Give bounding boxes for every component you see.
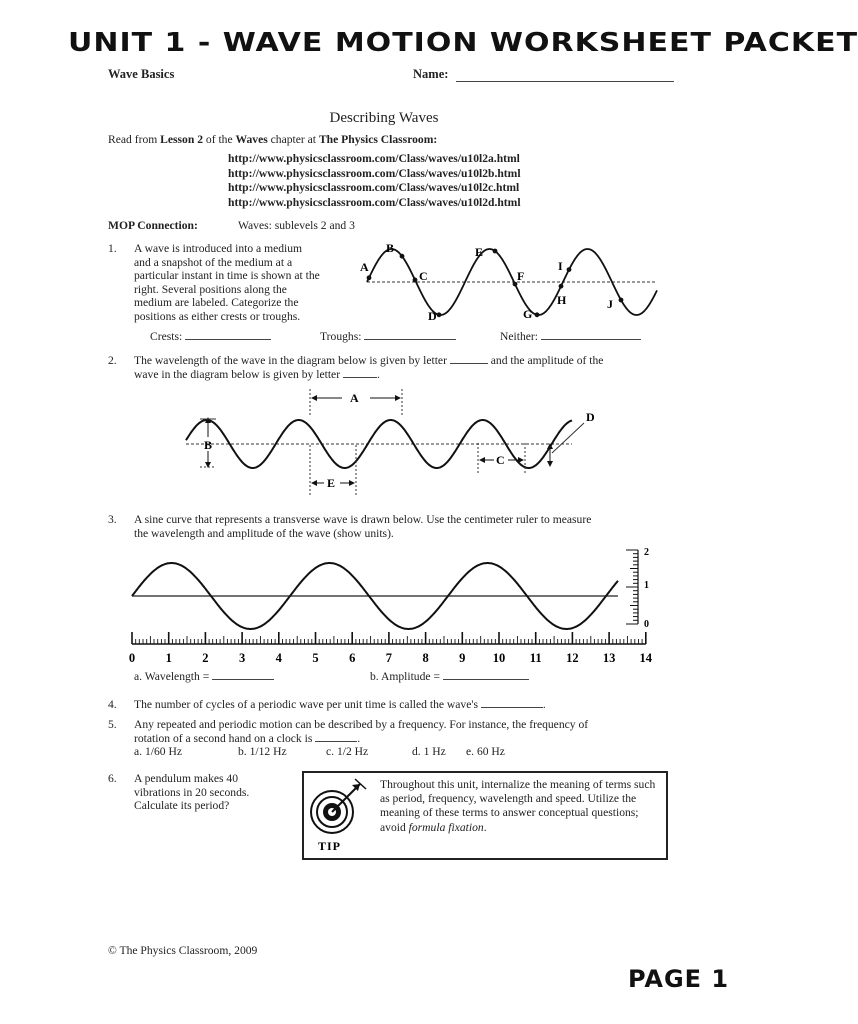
q1-point-g: G: [523, 307, 533, 321]
q4-number: 4.: [108, 698, 117, 711]
q1-point-f: F: [517, 269, 525, 283]
q1-number: 1.: [108, 242, 117, 255]
page-label: PAGE 1: [628, 965, 730, 993]
q1-marked-point: [413, 278, 418, 283]
q1-point-d: D: [428, 309, 437, 323]
tip-text: Throughout this unit, internalize the meaning of terms such as period, frequency, wavelength and speed. Utilize the meaning of these terms to answer conceptual questions; avoid formula fixation.: [380, 778, 656, 834]
q1-marked-point: [559, 284, 564, 289]
tip-label: TIP: [318, 839, 342, 853]
q1-marked-point: [619, 298, 624, 303]
vruler-label-2: 2: [644, 547, 649, 558]
q1-marked-point: [535, 312, 540, 317]
q2-number: 2.: [108, 354, 117, 367]
q5-text: Any repeated and periodic motion can be described by a frequency. For instance, the frequency of rotation of a second hand on a clock is .: [134, 718, 589, 745]
ruler-label: 3: [238, 651, 246, 665]
q3-text: A sine curve that represents a transverse wave is drawn below. Use the centimeter ruler to measure the wavelength and amplitude of the wave (show units).: [134, 513, 592, 540]
q1-marked-point: [400, 254, 405, 259]
q3-wave-and-rulers: [120, 542, 660, 670]
q6-text: A pendulum makes 40 vibrations in 20 seconds. Calculate its period?: [134, 772, 250, 812]
section-label: Wave Basics: [108, 67, 175, 81]
amplitude-answer[interactable]: b. Amplitude =: [370, 670, 529, 684]
centimeter-ruler: [129, 632, 653, 665]
ruler-label: 5: [312, 651, 319, 665]
link-u10l2a[interactable]: http://www.physicsclassroom.com/Class/waves/u10l2a.html: [228, 152, 520, 165]
q5-option-e[interactable]: e. 60 Hz: [466, 745, 505, 758]
q1-marked-point: [567, 267, 572, 272]
q1-marked-point: [367, 275, 372, 280]
ruler-label: 9: [459, 651, 466, 665]
ruler-label: 8: [422, 651, 429, 665]
q1-point-c: C: [419, 269, 428, 283]
q4-blank[interactable]: [481, 699, 543, 708]
q2-label-a: A: [350, 391, 359, 405]
vruler-label-0: 0: [644, 619, 649, 630]
ruler-label: 14: [639, 651, 653, 665]
q2-label-b: B: [204, 438, 213, 452]
q2-label-d: D: [586, 410, 595, 424]
mop-value: Waves: sublevels 2 and 3: [238, 219, 355, 232]
name-label: Name:: [413, 67, 449, 81]
wavelength-answer[interactable]: a. Wavelength =: [134, 670, 274, 684]
vertical-ruler: [626, 550, 638, 624]
ruler-label: 0: [128, 651, 136, 665]
q2-wavelength-blank[interactable]: [450, 355, 488, 364]
q2-amplitude-blank[interactable]: [343, 369, 377, 378]
q1-point-a: A: [360, 260, 369, 274]
q5-option-c[interactable]: c. 1/2 Hz: [326, 745, 369, 758]
q1-marked-point: [493, 249, 498, 254]
ruler-label: 10: [492, 651, 506, 665]
q6-number: 6.: [108, 772, 117, 785]
q5-number: 5.: [108, 718, 117, 731]
name-field[interactable]: [413, 67, 674, 82]
q1-point-b: B: [386, 241, 395, 255]
ruler-label: 1: [165, 651, 172, 665]
ruler-label: 2: [202, 651, 209, 665]
q3-number: 3.: [108, 513, 117, 526]
q5-option-d[interactable]: d. 1 Hz: [412, 745, 446, 758]
q1-point-e: E: [475, 245, 484, 259]
ruler-label: 13: [602, 651, 616, 665]
q1-point-j: J: [607, 297, 613, 311]
copyright: © The Physics Classroom, 2009: [108, 944, 258, 957]
crests-answer[interactable]: Crests:: [150, 330, 271, 344]
neither-answer[interactable]: Neither:: [500, 330, 641, 344]
name-blank[interactable]: [456, 69, 674, 82]
ruler-label: 6: [349, 651, 356, 665]
ruler-label: 11: [529, 651, 542, 665]
target-icon: [306, 776, 376, 854]
q2-wave-diagram: [180, 383, 610, 498]
link-u10l2b[interactable]: http://www.physicsclassroom.com/Class/waves/u10l2b.html: [228, 166, 521, 180]
q2-text: The wavelength of the wave in the diagram below is given by letter and the amplitude of the wave in the diagram below is given by letter .: [134, 354, 604, 381]
ruler-label: 12: [566, 651, 579, 665]
intro-text: Read from Lesson 2 of the Waves chapter at The Physics Classroom:: [108, 133, 438, 146]
page-title: Describing Waves: [329, 110, 439, 126]
q5-blank[interactable]: [315, 733, 357, 742]
vruler-label-1: 1: [644, 580, 649, 591]
q1-point-h: H: [557, 293, 567, 307]
q5-option-a[interactable]: a. 1/60 Hz: [134, 745, 182, 758]
packet-title: UNIT 1 - WAVE MOTION WORKSHEET PACKET: [68, 28, 858, 58]
q5-option-b[interactable]: b. 1/12 Hz: [238, 745, 287, 758]
q1-marked-point: [437, 312, 442, 317]
ruler-label: 7: [385, 651, 393, 665]
troughs-answer[interactable]: Troughs:: [320, 330, 456, 344]
q1-text: A wave is introduced into a medium and a snapshot of the medium at a particular instant in time is shown at the right. Several positions along the medium are labeled. Categorize the positions as either crests or troughs.: [134, 242, 320, 323]
link-u10l2d[interactable]: http://www.physicsclassroom.com/Class/waves/u10l2d.html: [228, 195, 521, 209]
link-u10l2c[interactable]: http://www.physicsclassroom.com/Class/waves/u10l2c.html: [228, 181, 520, 194]
ruler-label: 4: [275, 651, 282, 665]
q2-label-c: C: [496, 453, 505, 467]
q1-point-i: I: [558, 259, 563, 273]
lesson-links: [228, 152, 521, 210]
q1-wave-diagram: [355, 238, 665, 324]
q2-label-e: E: [327, 476, 336, 490]
q4-text: The number of cycles of a periodic wave per unit time is called the wave's .: [134, 698, 546, 711]
mop-label: MOP Connection:: [108, 219, 198, 232]
